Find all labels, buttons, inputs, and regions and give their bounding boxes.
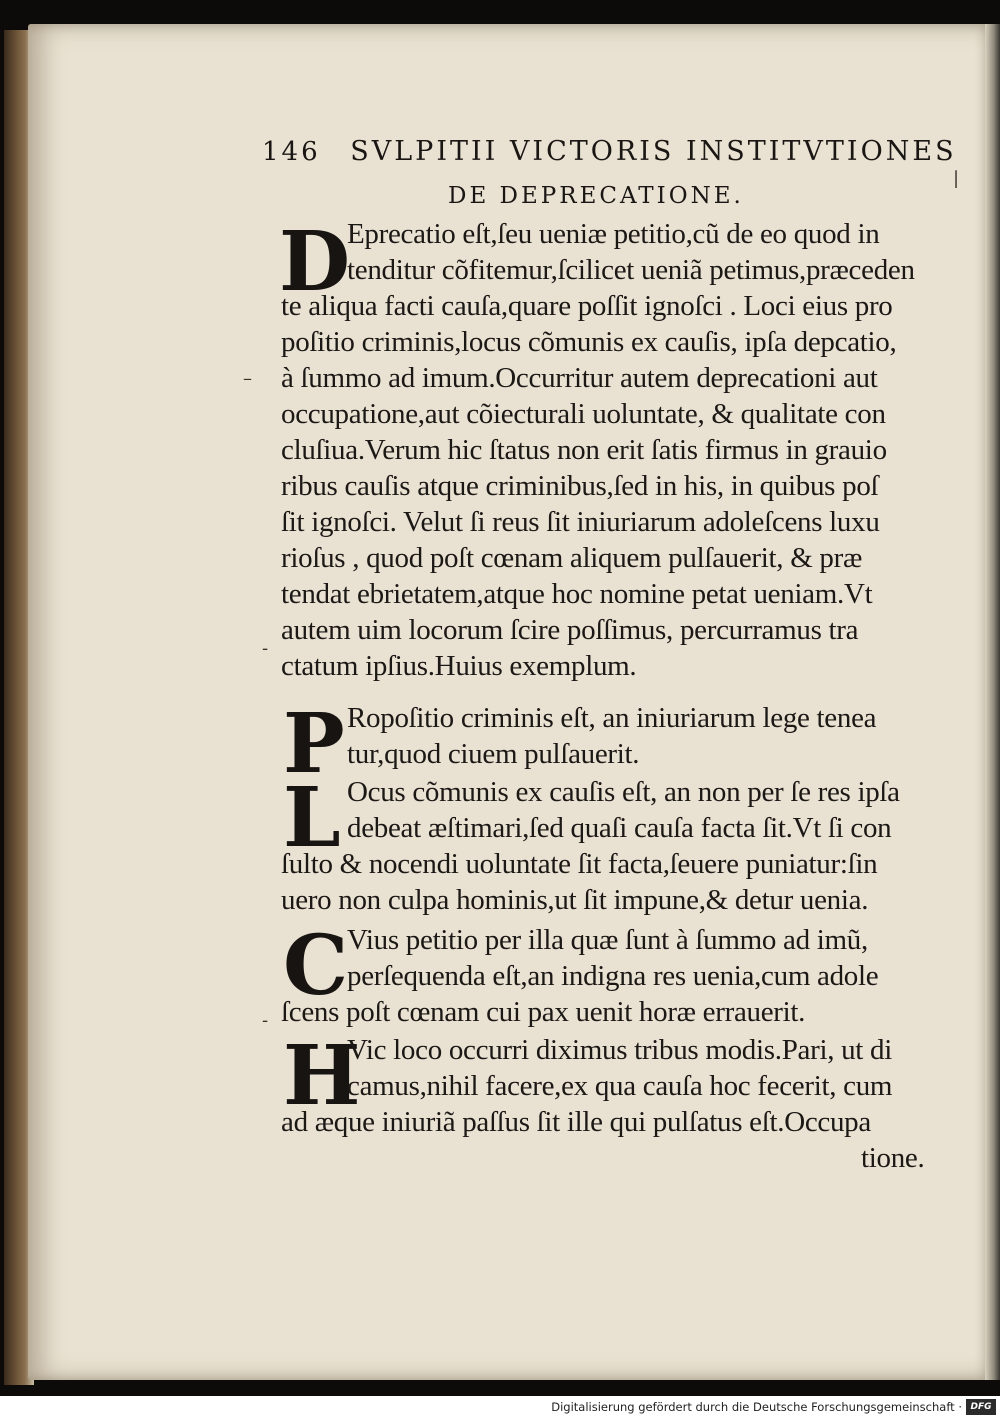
text-line: Ropoſitio criminis eſt, an iniuriarum lege tenea <box>347 702 877 734</box>
paragraph-1 <box>281 216 961 684</box>
drop-cap-l: L <box>283 770 341 866</box>
catchword: tione. <box>861 1142 925 1174</box>
text-line: uero non culpa hominis,ut ſit impune,& detur uenia. <box>281 884 869 916</box>
drop-cap-c: C <box>283 918 349 1014</box>
text-line: tendat ebrietatem,atque hoc nomine petat ueniam.Vt <box>281 578 873 610</box>
text-line: ribus cauſis atque criminibus,ſed in his, in quibus poſ <box>281 470 879 502</box>
running-title: SVLPITII VICTORIS INSTITVTIONES <box>350 136 957 167</box>
text-line: ad æque iniuriã paſſus ſit ille qui pulſatus eſt.Occupa <box>281 1106 871 1138</box>
text-line: tenditur cõfitemur,ſcilicet ueniã petimus,præceden <box>347 254 915 286</box>
paragraph-4 <box>281 918 961 1030</box>
section-title: DE DEPRECATIONE. <box>448 183 744 209</box>
paragraph-2 <box>281 700 961 772</box>
text-line: rioſus , quod poſt cœnam aliquem pulſauerit, & præ <box>281 542 863 574</box>
text-line: cluſiua.Verum hic ſtatus non erit ſatis firmus in grauio <box>281 434 887 466</box>
text-line: ſit ignoſci. Velut ſi reus ſit iniuriarum adoleſcens luxu <box>281 506 880 538</box>
margin-dash-icon: - <box>262 638 269 659</box>
paragraph-3 <box>281 770 961 918</box>
page-number: 146 <box>262 137 321 167</box>
text-line: poſitio criminis,locus cõmunis ex cauſis, ipſa depcatio, <box>281 326 897 358</box>
drop-cap-h: H <box>283 1028 361 1124</box>
dfg-logo-icon: DFG <box>966 1399 996 1415</box>
text-line: autem uim locorum ſcire poſſimus, percurramus tra <box>281 614 859 646</box>
text-line: ſulto & nocendi uoluntate ſit facta,ſeuere puniatur:ſin <box>281 848 878 880</box>
text-line: occupatione,aut cõiecturali uoluntate, & qualitate con <box>281 398 886 430</box>
text-line: tur,quod ciuem pulſauerit. <box>347 738 640 770</box>
text-line: Vic loco occurri diximus tribus modis.Pari, ut di <box>347 1034 892 1066</box>
text-line: camus,nihil facere,ex qua cauſa hoc fecerit, cum <box>347 1070 893 1102</box>
paragraph-5 <box>281 1028 961 1176</box>
drop-cap-d: D <box>279 214 351 310</box>
text-line: ſcens poſt cœnam cui pax uenit horæ errauerit. <box>281 996 806 1028</box>
margin-dash-icon: - <box>262 1010 269 1031</box>
text-line: debeat æſtimari,ſed quaſi cauſa facta ſit.Vt ſi con <box>347 812 892 844</box>
margin-dash-icon: – <box>243 368 252 389</box>
page-fore-edge <box>985 24 1000 1380</box>
text-line: à ſummo ad imum.Occurritur autem deprecationi aut <box>281 362 878 394</box>
margin-bar-icon: | <box>953 168 960 189</box>
text-line: Ocus cõmunis ex cauſis eſt, an non per ſe res ipſa <box>347 776 900 808</box>
text-line: Vius petitio per illa quæ ſunt à ſummo ad imũ, <box>347 924 868 956</box>
text-line: perſequenda eſt,an indigna res uenia,cum adole <box>347 960 879 992</box>
drop-cap-p: P <box>283 696 345 792</box>
text-line: te aliqua facti cauſa,quare poſſit ignoſci . Loci eius pro <box>281 290 893 322</box>
text-line: ctatum ipſius.Huius exemplum. <box>281 650 637 682</box>
running-header <box>262 136 962 176</box>
text-line: Eprecatio eſt,ſeu ueniæ petitio,cũ de eo quod in <box>347 218 880 250</box>
footer-credit: Digitalisierung gefördert durch die Deutsche Forschungsgemeinschaft · <box>551 1400 962 1414</box>
